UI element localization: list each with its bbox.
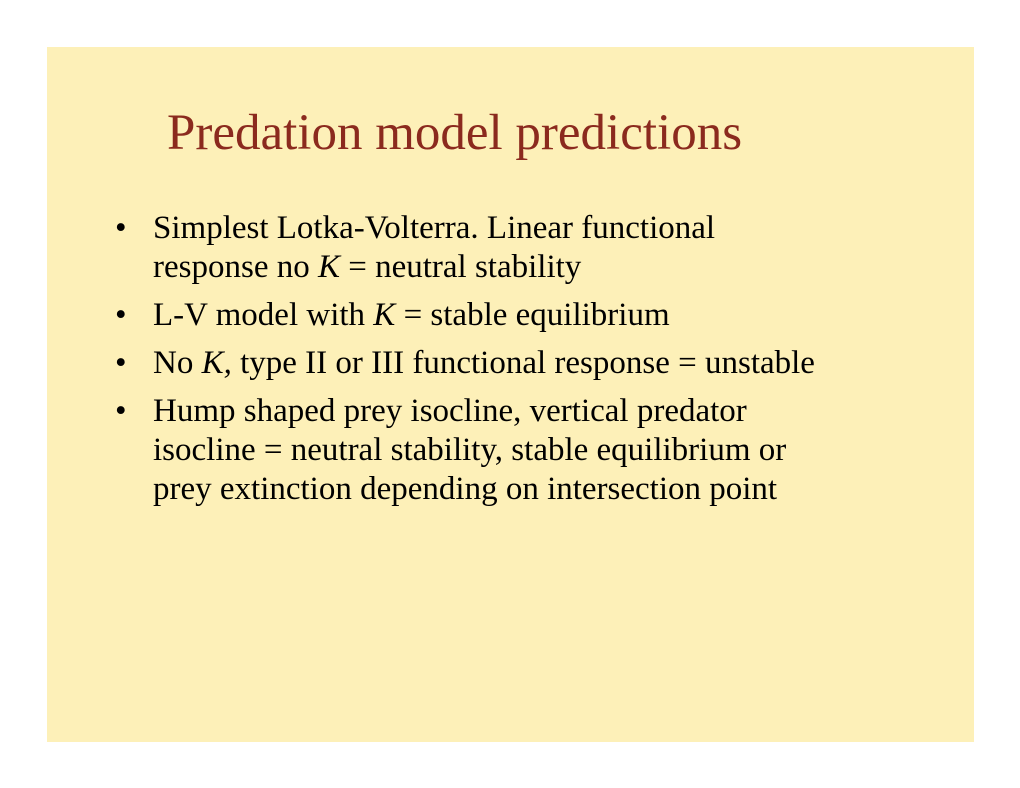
slide-panel — [47, 47, 974, 742]
bullet-item-4 — [115, 392, 935, 509]
bullet-2-text-pre: L-V model with — [153, 297, 374, 333]
bullet-4-line-2: isocline = neutral stability, stable equilibrium or — [153, 432, 787, 468]
bullet-3-line — [153, 344, 935, 383]
bullet-3-text-pre: No — [153, 345, 202, 381]
bullet-4-line-1: Hump shaped prey isocline, vertical predator — [153, 393, 747, 429]
bullet-icon: • — [115, 297, 127, 333]
bullet-1-line-2 — [153, 248, 935, 287]
bullet-2-variable: K — [373, 297, 396, 333]
bullet-3-text-post: type II or III functional response = unstable — [231, 345, 815, 381]
bullet-1-line-1: Simplest Lotka-Volterra. Linear functional — [153, 210, 716, 246]
bullet-4-line-3: prey extinction depending on intersection point — [153, 471, 778, 507]
bullet-1-text-pre: response no — [153, 249, 318, 285]
bullet-1-variable: K — [317, 249, 340, 285]
bullet-2-text-post: = stable equilibrium — [395, 297, 670, 333]
bullet-icon: • — [115, 393, 127, 429]
bullet-item-3 — [115, 344, 935, 383]
bullet-item-1 — [115, 209, 935, 287]
bullet-1-text-post: = neutral stability — [339, 249, 582, 285]
bullet-list — [115, 209, 935, 518]
bullet-2-line — [153, 296, 935, 335]
bullet-icon: • — [115, 345, 127, 381]
slide-title: Predation model predictions — [167, 105, 743, 161]
bullet-3-variable: K, — [201, 345, 232, 381]
bullet-item-2 — [115, 296, 935, 335]
bullet-icon: • — [115, 210, 127, 246]
